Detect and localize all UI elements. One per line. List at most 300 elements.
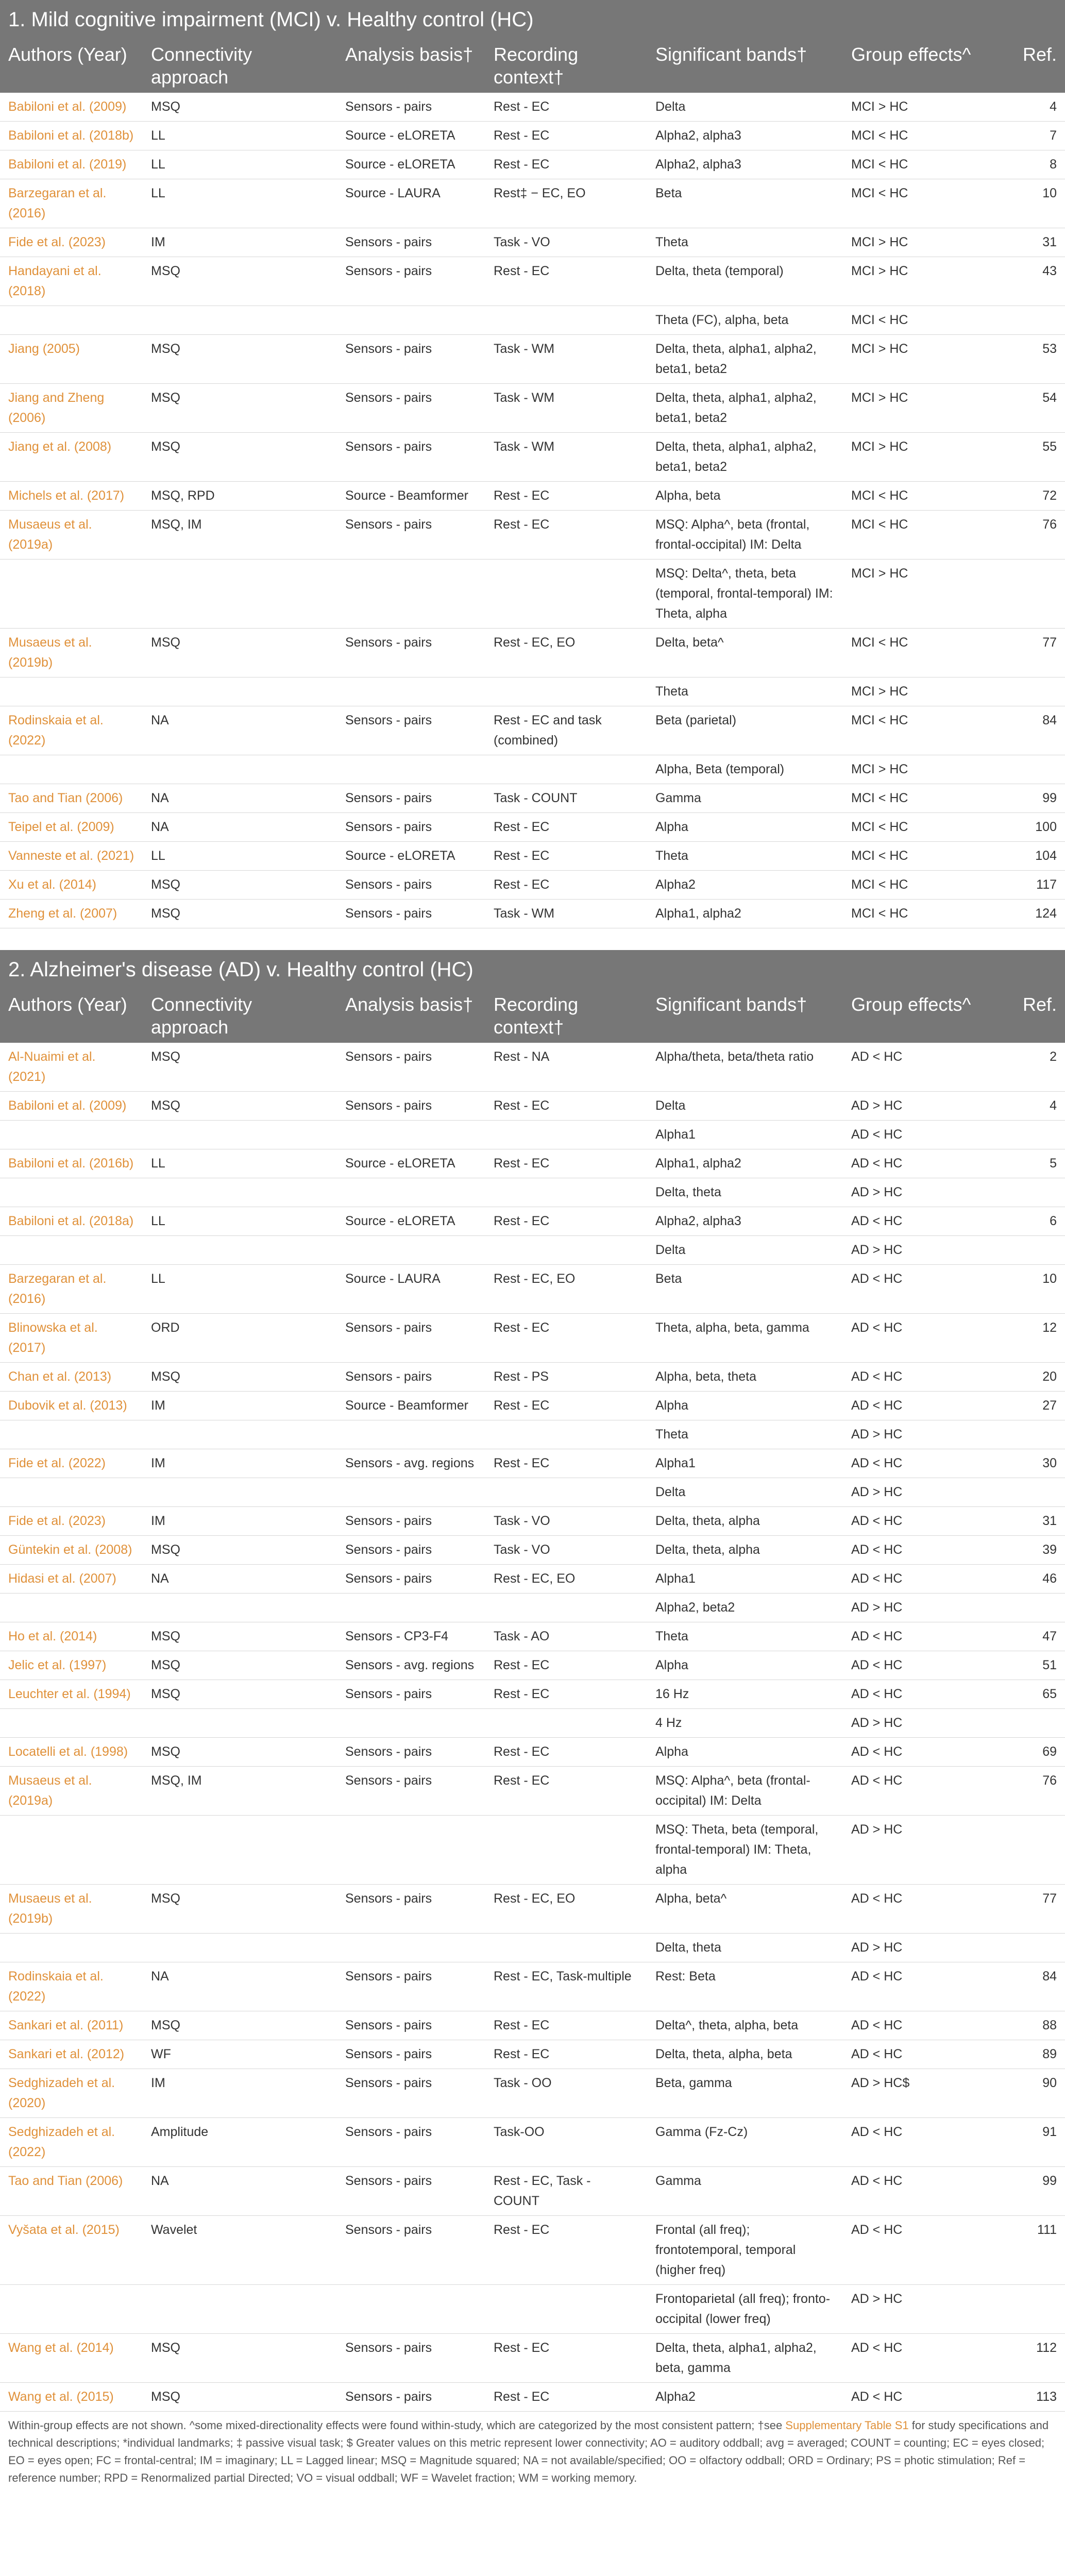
effect-cell: MCI < HC — [851, 906, 908, 921]
author-cell[interactable]: Vyšata et al. (2015) — [8, 2223, 120, 2237]
effect-cell: AD < HC — [851, 1658, 903, 1672]
ref-cell — [990, 677, 1065, 706]
ref-cell: 69 — [1042, 1744, 1057, 1759]
effect-cell: MCI < HC — [851, 820, 908, 834]
author-cell[interactable]: Wang et al. (2015) — [8, 2389, 114, 2404]
approach-cell: MSQ, IM — [151, 1773, 202, 1788]
bands-cell: Alpha2 — [655, 2389, 696, 2404]
context-cell: Rest - EC — [494, 2223, 550, 2237]
effect-cell: AD > HC — [851, 1600, 903, 1615]
context-cell: Rest - EC — [494, 1456, 550, 1470]
bands-cell: Delta — [655, 1243, 686, 1257]
basis-cell: Sensors - pairs — [345, 99, 432, 114]
author-cell[interactable]: Tao and Tian (2006) — [8, 791, 123, 805]
basis-cell: Sensors - pairs — [345, 1571, 432, 1586]
effect-cell: MCI < HC — [851, 635, 908, 650]
context-cell — [485, 1934, 647, 1962]
context-cell: Rest - EC — [494, 1156, 550, 1171]
ref-cell: 6 — [1050, 1214, 1057, 1228]
basis-cell: Sensors - pairs — [345, 1369, 432, 1384]
author-cell[interactable]: Dubovik et al. (2013) — [8, 1398, 127, 1413]
context-cell: Rest - EC, EO — [494, 1891, 576, 1906]
author-cell — [0, 1420, 143, 1449]
effect-cell: AD < HC — [851, 2341, 903, 2355]
approach-cell — [143, 1178, 337, 1207]
ref-cell: 27 — [1042, 1398, 1057, 1413]
column-header: Recording context† — [494, 44, 579, 88]
author-cell[interactable]: Jelic et al. (1997) — [8, 1658, 107, 1672]
bands-cell: Delta, theta — [655, 1940, 721, 1955]
context-cell: Rest - EC — [494, 1398, 550, 1413]
author-cell — [0, 2285, 143, 2333]
section-spacer — [0, 928, 1065, 950]
author-cell[interactable]: Xu et al. (2014) — [8, 877, 96, 892]
column-header: Authors (Year) — [8, 44, 127, 65]
table-row — [0, 150, 1065, 179]
table-row — [0, 1622, 1065, 1651]
table-row — [0, 122, 1065, 150]
context-cell — [485, 1178, 647, 1207]
basis-cell: Sensors - pairs — [345, 1744, 432, 1759]
context-cell: Task - COUNT — [494, 791, 578, 805]
approach-cell — [143, 1420, 337, 1449]
table-row — [0, 755, 1065, 784]
bands-cell: Beta — [655, 1272, 682, 1286]
basis-cell: Source - eLORETA — [345, 849, 455, 863]
bands-cell: Frontal (all freq); frontotemporal, temporal (higher freq) — [655, 2223, 796, 2277]
ref-cell: 51 — [1042, 1658, 1057, 1672]
context-cell: Rest - EC — [494, 128, 550, 143]
effect-cell: AD > HC — [851, 1822, 903, 1837]
context-cell: Rest - EC — [494, 820, 550, 834]
effect-cell: MCI > HC — [851, 99, 908, 114]
ref-cell: 90 — [1042, 2076, 1057, 2090]
author-cell[interactable]: Sankari et al. (2011) — [8, 2018, 124, 2032]
context-cell — [485, 1236, 647, 1264]
bands-cell: Rest: Beta — [655, 1969, 716, 1984]
author-cell[interactable]: Babiloni et al. (2018a) — [8, 1214, 134, 1228]
table-row — [0, 1565, 1065, 1594]
ref-cell: 4 — [1050, 1098, 1057, 1113]
table-row — [0, 1265, 1065, 1314]
ref-cell: 46 — [1042, 1571, 1057, 1586]
effect-cell: AD < HC — [851, 1398, 903, 1413]
basis-cell: Sensors - pairs — [345, 391, 432, 405]
bands-cell: MSQ: Delta^, theta, beta (temporal, frontal-temporal) IM: Theta, alpha — [655, 566, 833, 621]
basis-cell: Source - eLORETA — [345, 1214, 455, 1228]
context-cell — [485, 2285, 647, 2333]
author-cell[interactable]: Ho et al. (2014) — [8, 1629, 97, 1643]
basis-cell: Source - Beamformer — [345, 1398, 468, 1413]
table-row — [0, 2334, 1065, 2383]
footnote-text-before: Within-group effects are not shown. ^some mixed-directionality effects were found within-study, which are categorized by the most consistent pattern; †see — [8, 2419, 786, 2432]
effect-cell: MCI > HC — [851, 264, 908, 278]
author-cell[interactable]: Musaeus et al. (2019b) — [8, 1891, 92, 1926]
context-cell — [485, 1709, 647, 1737]
basis-cell: Sensors - CP3-F4 — [345, 1629, 449, 1643]
effect-cell: AD > HC — [851, 1940, 903, 1955]
bands-cell: Alpha2, alpha3 — [655, 157, 741, 172]
table-row — [0, 1816, 1065, 1885]
table-row — [0, 2011, 1065, 2040]
ref-cell — [990, 1236, 1065, 1264]
effect-cell: AD < HC — [851, 2174, 903, 2188]
effect-cell: AD < HC — [851, 2125, 903, 2139]
context-cell: Rest - EC — [494, 1687, 550, 1701]
effect-cell: AD < HC — [851, 1514, 903, 1528]
approach-cell: IM — [151, 235, 165, 249]
approach-cell: MSQ — [151, 635, 180, 650]
context-cell: Rest - EC — [494, 2389, 550, 2404]
approach-cell: MSQ — [151, 2389, 180, 2404]
basis-cell: Source - eLORETA — [345, 157, 455, 172]
bands-cell: MSQ: Theta, beta (temporal, frontal-temporal) IM: Theta, alpha — [655, 1822, 819, 1877]
author-cell[interactable]: Hidasi et al. (2007) — [8, 1571, 116, 1586]
effect-cell: AD > HC — [851, 1485, 903, 1499]
ref-cell: 88 — [1042, 2018, 1057, 2032]
author-cell[interactable]: Michels et al. (2017) — [8, 488, 125, 503]
basis-cell: Sensors - pairs — [345, 713, 432, 727]
author-cell[interactable]: Fide et al. (2023) — [8, 235, 106, 249]
context-cell: Task - WM — [494, 439, 555, 454]
author-cell[interactable]: Wang et al. (2014) — [8, 2341, 114, 2355]
author-cell[interactable]: Jiang and Zheng (2006) — [8, 391, 105, 425]
basis-cell: Sensors - pairs — [345, 1891, 432, 1906]
ref-cell: 47 — [1042, 1629, 1057, 1643]
basis-cell: Sensors - pairs — [345, 235, 432, 249]
approach-cell: MSQ — [151, 1629, 180, 1643]
bands-cell: Delta — [655, 99, 686, 114]
bands-cell: Delta, theta, alpha1, alpha2, beta1, beta2 — [655, 391, 817, 425]
table-row — [0, 511, 1065, 560]
approach-cell: LL — [151, 1272, 165, 1286]
table-row — [0, 2383, 1065, 2412]
table-row — [0, 1738, 1065, 1767]
author-cell[interactable]: Rodinskaia et al. (2022) — [8, 713, 104, 748]
basis-cell: Sensors - pairs — [345, 517, 432, 532]
approach-cell: LL — [151, 128, 165, 143]
table-row — [0, 2285, 1065, 2334]
effect-cell: MCI > HC — [851, 439, 908, 454]
ref-cell: 54 — [1042, 391, 1057, 405]
author-cell[interactable]: Musaeus et al. (2019a) — [8, 517, 92, 552]
basis-cell: Source - LAURA — [345, 1272, 441, 1286]
basis-cell: Source - eLORETA — [345, 1156, 455, 1171]
approach-cell: MSQ — [151, 1098, 180, 1113]
ref-cell: 7 — [1050, 128, 1057, 143]
context-cell: Rest - EC, Task-multiple — [494, 1969, 632, 1984]
effect-cell: AD < HC — [851, 1891, 903, 1906]
ref-cell — [990, 1420, 1065, 1449]
author-cell — [0, 1709, 143, 1737]
table-row — [0, 871, 1065, 900]
table-row — [0, 677, 1065, 706]
ref-cell: 113 — [1036, 2389, 1057, 2404]
approach-cell: ORD — [151, 1320, 180, 1335]
author-cell[interactable]: Babiloni et al. (2016b) — [8, 1156, 134, 1171]
basis-cell: Sensors - pairs — [345, 264, 432, 278]
table-row — [0, 1594, 1065, 1622]
ref-cell: 89 — [1042, 2047, 1057, 2061]
effect-cell: AD < HC — [851, 2018, 903, 2032]
bands-cell: Alpha1, alpha2 — [655, 1156, 741, 1171]
author-cell[interactable]: Rodinskaia et al. (2022) — [8, 1969, 104, 2004]
table-row — [0, 1363, 1065, 1392]
table-row — [0, 482, 1065, 511]
table-row — [0, 813, 1065, 842]
author-cell[interactable]: Tao and Tian (2006) — [8, 2174, 123, 2188]
bands-cell: Alpha — [655, 1398, 688, 1413]
bands-cell: Gamma — [655, 791, 701, 805]
approach-cell: MSQ — [151, 877, 180, 892]
author-cell[interactable]: Sedghizadeh et al. (2020) — [8, 2076, 115, 2110]
basis-cell — [337, 1934, 485, 1962]
bands-cell: Delta, theta, alpha — [655, 1514, 760, 1528]
author-cell[interactable]: Leuchter et al. (1994) — [8, 1687, 131, 1701]
basis-cell: Sensors - pairs — [345, 2047, 432, 2061]
effect-cell: MCI < HC — [851, 849, 908, 863]
author-cell[interactable]: Fide et al. (2022) — [8, 1456, 106, 1470]
approach-cell: IM — [151, 1456, 165, 1470]
table-row — [0, 2040, 1065, 2069]
approach-cell: MSQ — [151, 342, 180, 356]
bands-cell: Beta (parietal) — [655, 713, 737, 727]
section-title: 2. Alzheimer's disease (AD) v. Healthy control (HC) — [0, 950, 1065, 989]
context-cell: Rest - EC — [494, 157, 550, 172]
column-header: Analysis basis† — [345, 994, 474, 1015]
context-cell: Rest - EC — [494, 1320, 550, 1335]
ref-cell: 10 — [1042, 1272, 1057, 1286]
basis-cell: Sensors - pairs — [345, 2076, 432, 2090]
approach-cell: LL — [151, 1214, 165, 1228]
basis-cell: Source - Beamformer — [345, 488, 468, 503]
basis-cell: Sensors - pairs — [345, 635, 432, 650]
table-row — [0, 1478, 1065, 1507]
column-header: Group effects^ — [851, 44, 971, 65]
author-cell[interactable]: Locatelli et al. (1998) — [8, 1744, 128, 1759]
ref-cell — [990, 1121, 1065, 1149]
bands-cell: Alpha, beta^ — [655, 1891, 727, 1906]
ref-cell: 55 — [1042, 439, 1057, 454]
bands-cell: Delta, theta, alpha1, alpha2, beta1, beta2 — [655, 439, 817, 474]
author-cell[interactable]: Güntekin et al. (2008) — [8, 1543, 132, 1557]
table-row — [0, 1680, 1065, 1709]
author-cell — [0, 1178, 143, 1207]
ref-cell: 20 — [1042, 1369, 1057, 1384]
ref-cell: 31 — [1042, 235, 1057, 249]
bands-cell: 4 Hz — [655, 1716, 682, 1730]
effect-cell: AD < HC — [851, 1214, 903, 1228]
context-cell — [485, 560, 647, 628]
ref-cell: 117 — [1036, 877, 1057, 892]
effect-cell: AD < HC — [851, 1969, 903, 1984]
basis-cell: Sensors - pairs — [345, 2125, 432, 2139]
column-header: Connectivity approach — [151, 994, 252, 1038]
basis-cell: Sensors - pairs — [345, 439, 432, 454]
author-cell[interactable]: Barzegaran et al. (2016) — [8, 186, 107, 221]
context-cell — [485, 755, 647, 784]
column-header: Recording context† — [494, 994, 579, 1038]
table-row — [0, 2118, 1065, 2167]
author-cell[interactable]: Babiloni et al. (2019) — [8, 157, 127, 172]
effect-cell: AD < HC — [851, 1744, 903, 1759]
author-cell — [0, 1121, 143, 1149]
basis-cell: Sensors - pairs — [345, 2018, 432, 2032]
bands-cell: Delta, theta, alpha — [655, 1543, 760, 1557]
approach-cell: NA — [151, 820, 169, 834]
approach-cell: MSQ — [151, 906, 180, 921]
table-row — [0, 1043, 1065, 1092]
effect-cell: MCI < HC — [851, 313, 908, 327]
approach-cell: NA — [151, 1571, 169, 1586]
effect-cell: MCI < HC — [851, 713, 908, 727]
context-cell: Rest - EC — [494, 2047, 550, 2061]
bands-cell: Alpha1 — [655, 1571, 696, 1586]
author-cell[interactable]: Sedghizadeh et al. (2022) — [8, 2125, 115, 2159]
author-cell[interactable]: Barzegaran et al. (2016) — [8, 1272, 107, 1306]
author-cell[interactable]: Blinowska et al. (2017) — [8, 1320, 98, 1355]
ref-cell: 76 — [1042, 517, 1057, 532]
bands-cell: Alpha — [655, 1744, 688, 1759]
basis-cell: Sensors - pairs — [345, 906, 432, 921]
author-cell[interactable]: Babiloni et al. (2009) — [8, 99, 127, 114]
author-cell[interactable]: Jiang (2005) — [8, 342, 80, 356]
approach-cell — [143, 1594, 337, 1622]
section-title: 1. Mild cognitive impairment (MCI) v. Healthy control (HC) — [0, 0, 1065, 39]
effect-cell: MCI > HC — [851, 762, 908, 776]
author-cell[interactable]: Teipel et al. (2009) — [8, 820, 114, 834]
author-cell — [0, 1594, 143, 1622]
approach-cell: IM — [151, 1398, 165, 1413]
basis-cell — [337, 1478, 485, 1506]
ref-cell: 10 — [1042, 186, 1057, 200]
author-cell[interactable]: Sankari et al. (2012) — [8, 2047, 125, 2061]
basis-cell: Sensors - pairs — [345, 2223, 432, 2237]
basis-cell — [337, 560, 485, 628]
table-row — [0, 179, 1065, 228]
approach-cell: LL — [151, 186, 165, 200]
table-row — [0, 1314, 1065, 1363]
effect-cell: MCI > HC — [851, 391, 908, 405]
bands-cell: Theta — [655, 235, 688, 249]
basis-cell: Sensors - pairs — [345, 342, 432, 356]
effect-cell: AD < HC — [851, 1320, 903, 1335]
table-row — [0, 433, 1065, 482]
context-cell: Rest - EC, Task - COUNT — [494, 2174, 591, 2208]
table-row — [0, 1149, 1065, 1178]
basis-cell: Source - LAURA — [345, 186, 441, 200]
ref-cell — [990, 1816, 1065, 1884]
bands-cell: Alpha1 — [655, 1127, 696, 1142]
context-cell — [485, 1594, 647, 1622]
approach-cell: MSQ — [151, 391, 180, 405]
author-cell[interactable]: Zheng et al. (2007) — [8, 906, 117, 921]
ref-cell: 84 — [1042, 713, 1057, 727]
effect-cell: AD > HC — [851, 2292, 903, 2306]
column-header: Ref. — [1022, 44, 1057, 65]
effect-cell: AD > HC — [851, 1716, 903, 1730]
approach-cell: LL — [151, 157, 165, 172]
author-cell[interactable]: Al-Nuaimi et al. (2021) — [8, 1049, 96, 1084]
table-row — [0, 1767, 1065, 1816]
author-cell — [0, 677, 143, 706]
table-row — [0, 228, 1065, 257]
author-cell[interactable]: Handayani et al. (2018) — [8, 264, 102, 298]
column-header-row — [0, 39, 1065, 93]
bands-cell: Delta — [655, 1098, 686, 1113]
author-cell[interactable]: Vanneste et al. (2021) — [8, 849, 134, 863]
supplementary-table-link[interactable]: Supplementary Table S1 — [785, 2419, 909, 2432]
author-cell[interactable]: Chan et al. (2013) — [8, 1369, 112, 1384]
ref-cell: 104 — [1035, 849, 1057, 863]
table-row — [0, 842, 1065, 871]
table-row — [0, 1420, 1065, 1449]
context-cell — [485, 1420, 647, 1449]
context-cell: Rest - NA — [494, 1049, 550, 1064]
ref-cell: 65 — [1042, 1687, 1057, 1701]
bands-cell: Delta, beta^ — [655, 635, 724, 650]
ref-cell: 5 — [1050, 1156, 1057, 1171]
approach-cell — [143, 560, 337, 628]
ref-cell: 100 — [1035, 820, 1057, 834]
table-row — [0, 257, 1065, 306]
basis-cell — [337, 1816, 485, 1884]
author-cell[interactable]: Babiloni et al. (2009) — [8, 1098, 127, 1113]
context-cell: Task - WM — [494, 391, 555, 405]
table-row — [0, 1885, 1065, 1934]
bands-cell: Alpha2 — [655, 877, 696, 892]
ref-cell: 4 — [1050, 99, 1057, 114]
basis-cell — [337, 1420, 485, 1449]
effect-cell: AD < HC — [851, 2223, 903, 2237]
approach-cell — [143, 1709, 337, 1737]
table-row — [0, 384, 1065, 433]
context-cell: Rest - EC, EO — [494, 1272, 576, 1286]
bands-cell: Delta, theta, alpha1, alpha2, beta, gamma — [655, 2341, 817, 2375]
context-cell: Rest - EC, EO — [494, 1571, 576, 1586]
author-cell[interactable]: Fide et al. (2023) — [8, 1514, 106, 1528]
ref-cell: 124 — [1035, 906, 1057, 921]
table-row — [0, 335, 1065, 384]
author-cell — [0, 1478, 143, 1506]
bands-cell: Delta, theta (temporal) — [655, 264, 784, 278]
approach-cell: Wavelet — [151, 2223, 197, 2237]
table-row — [0, 1207, 1065, 1236]
ref-cell — [990, 560, 1065, 628]
table-row — [0, 706, 1065, 755]
context-cell: Task - VO — [494, 235, 550, 249]
author-cell[interactable]: Jiang et al. (2008) — [8, 439, 112, 454]
context-cell: Task - OO — [494, 2076, 552, 2090]
context-cell — [485, 1816, 647, 1884]
approach-cell — [143, 306, 337, 334]
bands-cell: MSQ: Alpha^, beta (frontal-occipital) IM: Delta — [655, 1773, 810, 1808]
author-cell[interactable]: Musaeus et al. (2019a) — [8, 1773, 92, 1808]
author-cell[interactable]: Babiloni et al. (2018b) — [8, 128, 134, 143]
basis-cell — [337, 1121, 485, 1149]
basis-cell: Sensors - pairs — [345, 820, 432, 834]
ref-cell: 77 — [1042, 635, 1057, 650]
basis-cell: Sensors - pairs — [345, 1773, 432, 1788]
author-cell[interactable]: Musaeus et al. (2019b) — [8, 635, 92, 670]
approach-cell: MSQ — [151, 1744, 180, 1759]
bands-cell: Alpha/theta, beta/theta ratio — [655, 1049, 814, 1064]
context-cell: Rest - EC — [494, 877, 550, 892]
ref-cell: 53 — [1042, 342, 1057, 356]
context-cell: Rest - PS — [494, 1369, 549, 1384]
ref-cell — [990, 1478, 1065, 1506]
effect-cell: MCI < HC — [851, 128, 908, 143]
